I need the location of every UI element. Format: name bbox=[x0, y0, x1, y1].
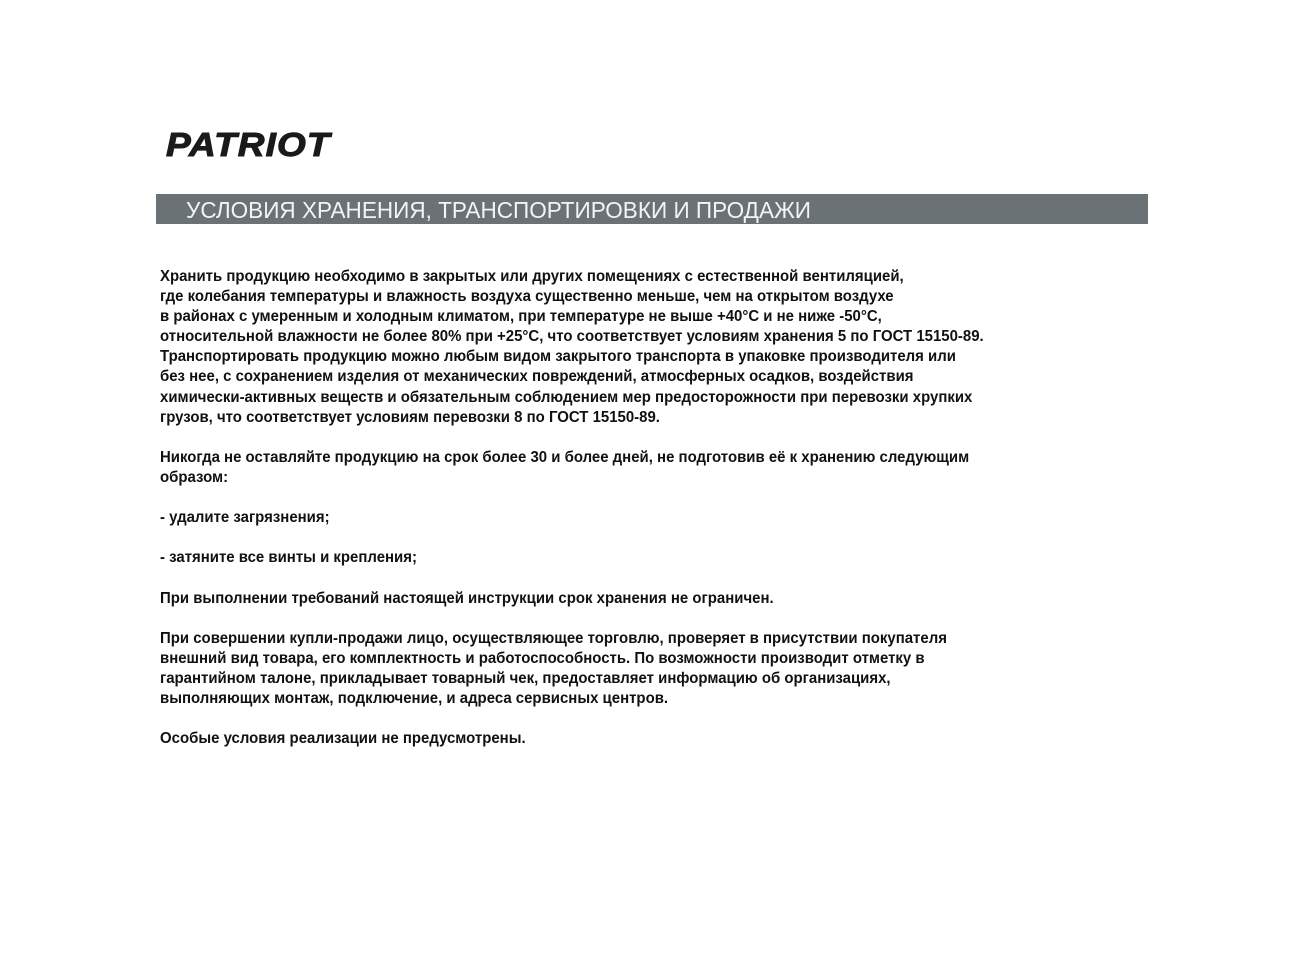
text-line: образом: bbox=[160, 468, 229, 486]
text-line: без нее, с сохранением изделия от механических повреждений, атмосферных осадков, воздействия bbox=[160, 368, 914, 386]
text-line: - удалите загрязнения; bbox=[160, 509, 330, 527]
paragraph bbox=[160, 729, 1014, 749]
paragraph bbox=[160, 448, 1014, 488]
text-line: выполняющих монтаж, подключение, и адреса сервисных центров. bbox=[160, 689, 669, 707]
text-line: грузов, что соответствует условиям перевозки 8 по ГОСТ 15150-89. bbox=[160, 408, 660, 426]
text-line: Особые условия реализации не предусмотрены. bbox=[160, 730, 526, 748]
section-header-bar bbox=[156, 194, 1148, 224]
text-line: в районах с умеренным и холодным климатом, при температуре не выше +40°С и не ниже -50°С, bbox=[160, 308, 882, 326]
paragraph bbox=[160, 629, 1014, 709]
paragraph bbox=[160, 589, 1014, 609]
paragraph bbox=[160, 508, 1014, 528]
text-line: - затяните все винты и крепления; bbox=[160, 549, 417, 567]
paragraph bbox=[160, 548, 1014, 568]
text-line: относительной влажности не более 80% при +25°С, что соответствует условиям хранения 5 по ГОСТ 15150-89. bbox=[160, 328, 984, 346]
paragraph bbox=[160, 267, 1014, 428]
text-line: При совершении купли-продажи лицо, осуществляющее торговлю, проверяет в присутствии покупателя bbox=[160, 629, 947, 647]
text-line: внешний вид товара, его комплектность и работоспособность. По возможности производит отметку в bbox=[160, 649, 925, 667]
document-body bbox=[160, 267, 1014, 769]
text-line: Транспортировать продукцию можно любым видом закрытого транспорта в упаковке производителя или bbox=[160, 348, 956, 366]
text-line: где колебания температуры и влажность воздуха существенно меньше, чем на открытом воздухе bbox=[160, 288, 894, 306]
text-line: Хранить продукцию необходимо в закрытых или других помещениях с естественной вентиляцией, bbox=[160, 268, 904, 285]
text-line: Никогда не оставляйте продукцию на срок более 30 и более дней, не подготовив её к хранению следующим bbox=[160, 448, 970, 466]
text-line: химически-активных веществ и обязательным соблюдением мер предосторожности при перевозки хрупких bbox=[160, 388, 973, 406]
patriot-logo: PATRIOT bbox=[166, 126, 331, 163]
text-line: При выполнении требований настоящей инструкции срок хранения не ограничен. bbox=[160, 589, 774, 607]
section-title: УСЛОВИЯ ХРАНЕНИЯ, ТРАНСПОРТИРОВКИ И ПРОДАЖИ bbox=[186, 197, 811, 223]
text-line: гарантийном талоне, прикладывает товарный чек, предоставляет информацию об организациях, bbox=[160, 669, 891, 687]
